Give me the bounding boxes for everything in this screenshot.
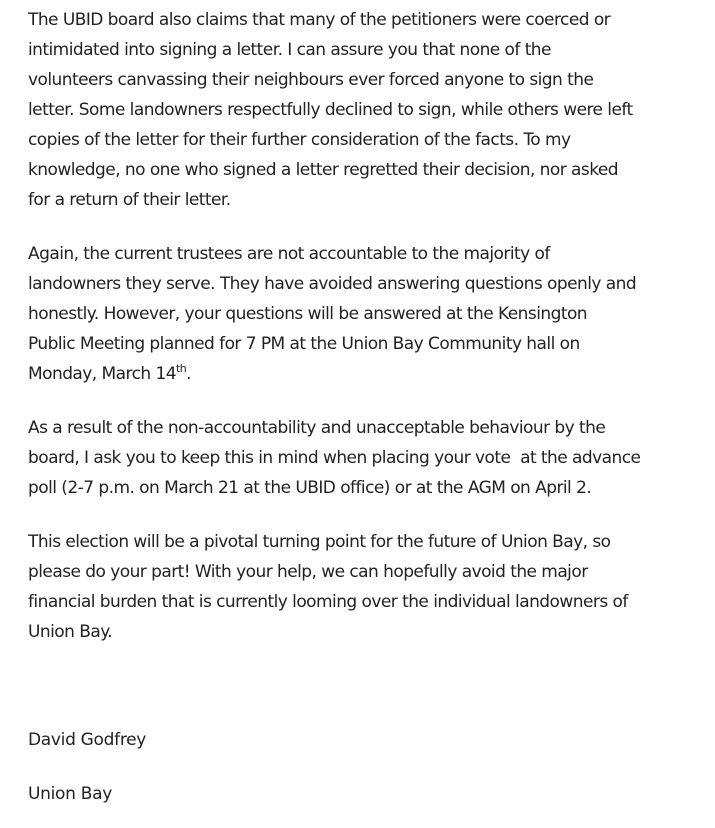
text-line: knowledge, no one who signed a letter regretted their decision, nor asked xyxy=(28,160,619,180)
text-line: honestly. However, your questions will be answered at the Kensington xyxy=(28,304,588,324)
letter-body xyxy=(28,5,708,671)
text-line: The UBID board also claims that many of the petitioners were coerced or xyxy=(28,10,611,30)
meeting-date-text: Monday, March 14 xyxy=(28,364,176,384)
text-line: financial burden that is currently looming over the individual landowners of xyxy=(28,592,628,612)
text-line: for a return of their letter. xyxy=(28,190,231,210)
text-line: volunteers canvassing their neighbours ever forced anyone to sign the xyxy=(28,70,594,90)
text-line: poll (2-7 p.m. on March 21 at the UBID office) or at the AGM on April 2. xyxy=(28,478,592,498)
text-line: please do your part! With your help, we can hopefully avoid the major xyxy=(28,562,588,582)
paragraph-election xyxy=(28,527,708,647)
sentence-end: . xyxy=(186,364,192,384)
text-line: board, I ask you to keep this in mind when placing your vote at the advance xyxy=(28,448,641,468)
paragraph-petitioners xyxy=(28,5,708,215)
text-line: Union Bay. xyxy=(28,622,113,642)
signature-place: Union Bay xyxy=(28,784,112,804)
text-line: Public Meeting planned for 7 PM at the Union Bay Community hall on xyxy=(28,334,580,354)
text-line: landowners they serve. They have avoided answering questions openly and xyxy=(28,274,637,294)
paragraph-trustees xyxy=(28,239,708,389)
text-line: intimidated into signing a letter. I can assure you that none of the xyxy=(28,40,551,60)
paragraph-vote xyxy=(28,413,708,503)
signature-name: David Godfrey xyxy=(28,730,147,750)
ordinal-suffix: th xyxy=(175,362,187,375)
text-line: Again, the current trustees are not accountable to the majority of xyxy=(28,244,550,264)
text-line: This election will be a pivotal turning point for the future of Union Bay, so xyxy=(28,532,611,552)
text-line: letter. Some landowners respectfully declined to sign, while others were left xyxy=(28,100,633,120)
text-line-meeting-date xyxy=(28,359,708,389)
text-line: As a result of the non-accountability and unacceptable behaviour by the xyxy=(28,418,606,438)
text-line: copies of the letter for their further consideration of the facts. To my xyxy=(28,130,571,150)
